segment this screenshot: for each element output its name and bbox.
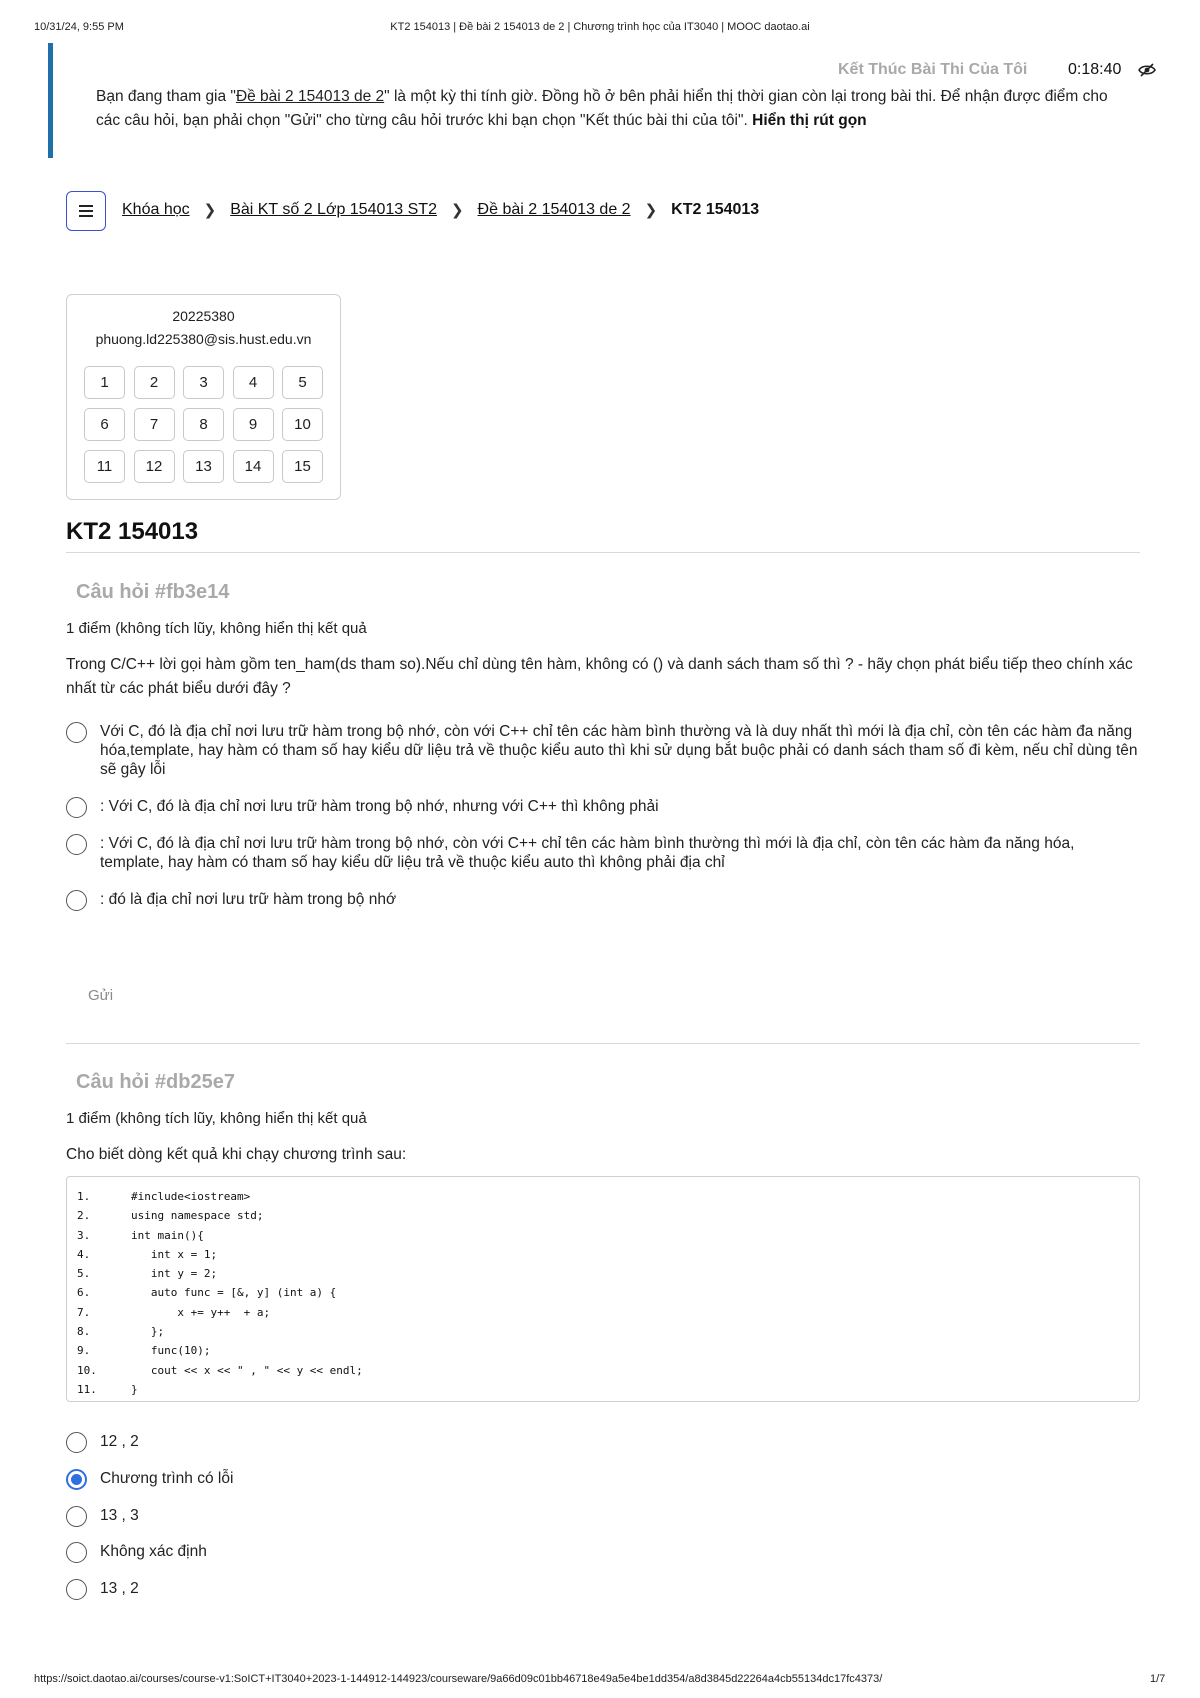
breadcrumb-section[interactable]: Bài KT số 2 Lớp 154013 ST2 — [230, 201, 437, 218]
code-line — [77, 1187, 1139, 1206]
breadcrumb-subsection[interactable]: Đề bài 2 154013 de 2 — [477, 201, 631, 218]
submit-button[interactable]: Gửi — [88, 987, 114, 1004]
print-datetime: 10/31/24, 9:55 PM — [34, 21, 124, 33]
code-text: auto func = [&, y] (int a) { — [131, 1286, 337, 1300]
eye-slash-icon[interactable] — [1138, 63, 1156, 77]
line-number: 3. — [77, 1228, 91, 1242]
question-nav-panel — [66, 294, 341, 500]
code-line — [77, 1283, 1139, 1302]
student-email: phuong.ld225380@sis.hust.edu.vn — [95, 331, 312, 347]
question-title: Câu hỏi #db25e7 — [76, 1071, 235, 1093]
print-page-title: KT2 154013 | Đề bài 2 154013 de 2 | Chương trình học của IT3040 | MOOC daotao.ai — [390, 21, 810, 33]
radio-button[interactable] — [66, 1506, 87, 1527]
line-number: 8. — [77, 1325, 91, 1339]
question-nav-button[interactable]: 8 — [183, 408, 224, 441]
line-number: 9. — [77, 1344, 91, 1358]
code-text: int main(){ — [131, 1228, 204, 1242]
code-line — [77, 1322, 1139, 1341]
code-text: cout << x << " , " << y << endl; — [131, 1363, 363, 1377]
code-line — [77, 1245, 1139, 1264]
code-text: func(10); — [131, 1344, 211, 1358]
radio-button[interactable] — [66, 722, 87, 743]
question-nav-button[interactable]: 12 — [134, 450, 175, 483]
question-text: Cho biết dòng kết quả khi chạy chương trình sau: — [66, 1146, 407, 1163]
answer-option-label: Với C, đó là địa chỉ nơi lưu trữ hàm trong bộ nhớ, còn với C++ chỉ tên các hàm bình thường và là duy nhất thì mới là địa chỉ, còn tên các hàm đa năng hóa,template, hay hàm có tham số hay kiểu dữ liệu trả về thuộc kiểu auto thì khi sử dụng bắt buộc phải có danh sách tham số đi kèm, nếu chỉ dùng tên sẽ gây lỗi — [100, 723, 1138, 778]
end-exam-button[interactable]: Kết Thúc Bài Thi Của Tôi — [838, 61, 1028, 78]
chevron-right-icon: ❯ — [450, 202, 464, 219]
line-number: 10. — [77, 1363, 97, 1377]
answer-option-label: Không xác định — [100, 1543, 207, 1560]
print-page-number: 1/7 — [1150, 1673, 1166, 1685]
breadcrumb-course[interactable]: Khóa học — [122, 201, 190, 218]
question-title: Câu hỏi #fb3e14 — [76, 581, 230, 603]
breadcrumb-current: KT2 154013 — [671, 201, 760, 218]
code-block — [66, 1176, 1140, 1402]
course-menu-button[interactable] — [66, 191, 106, 231]
exam-instructions — [96, 85, 1136, 133]
question-nav-button[interactable]: 14 — [233, 450, 274, 483]
code-text: }; — [131, 1325, 165, 1339]
code-text: } — [131, 1382, 138, 1396]
student-id: 20225380 — [172, 308, 235, 324]
question-text: Trong C/C++ lời gọi hàm gồm ten_ham(ds tham so).Nếu chỉ dùng tên hàm, không có () và danh sách tham số thì ? - hãy chọn phát biểu tiếp theo chính xác nhất từ các phát biểu dưới đây ? — [66, 656, 1133, 697]
print-url: https://soict.daotao.ai/courses/course-v1:SoICT+IT3040+2023-1-144912-144923/courseware/9a66d09c01bb46718e49a5e4be1dd354/a8d3845d22264a4cb55134dc17fc4373/ — [34, 1673, 883, 1685]
line-number: 4. — [77, 1247, 91, 1261]
question-nav-button[interactable]: 2 — [134, 366, 175, 399]
answer-option-label: : Với C, đó là địa chỉ nơi lưu trữ hàm trong bộ nhớ, nhưng với C++ thì không phải — [100, 798, 659, 815]
answer-option-label: Chương trình có lỗi — [100, 1470, 234, 1487]
code-line — [77, 1361, 1139, 1380]
radio-button[interactable] — [66, 1432, 87, 1453]
breadcrumb — [122, 201, 759, 219]
answer-option-label: 12 , 2 — [100, 1433, 139, 1450]
code-line — [77, 1206, 1139, 1225]
answer-option-label: : Với C, đó là địa chỉ nơi lưu trữ hàm trong bộ nhớ, còn với C++ chỉ tên các hàm bình thường thì mới là địa chỉ, còn tên các hàm đa năng hóa, template, hay hàm có tham số hay kiểu dữ liệu trả về thuộc kiểu auto thì không phải địa chỉ — [100, 835, 1075, 871]
chevron-right-icon: ❯ — [644, 202, 658, 219]
code-text: int y = 2; — [131, 1267, 218, 1281]
hamburger-icon — [79, 205, 93, 217]
question-nav-button[interactable]: 6 — [84, 408, 125, 441]
exam-link[interactable]: Đề bài 2 154013 de 2 — [235, 88, 385, 105]
code-line — [77, 1341, 1139, 1360]
code-line — [77, 1226, 1139, 1245]
question-nav-grid — [84, 366, 329, 483]
question-nav-button[interactable]: 7 — [134, 408, 175, 441]
question-nav-button[interactable]: 13 — [183, 450, 224, 483]
code-text: #include<iostream> — [131, 1190, 251, 1203]
divider — [66, 552, 1140, 553]
question-nav-button[interactable]: 11 — [84, 450, 125, 483]
instructions-text-before: Bạn đang tham gia " — [96, 88, 236, 105]
instructions-text-after: " là một kỳ thi tính giờ. Đồng hồ ở bên phải hiển thị thời gian còn lại trong bài thi. Để nhận được điểm cho các câu hỏi, bạn phải chọn "Gửi" cho từng câu hỏi trước khi bạn chọn "Kết thúc bài thi của tôi". — [96, 88, 1108, 129]
question-nav-button[interactable]: 9 — [233, 408, 274, 441]
question-nav-button[interactable]: 3 — [183, 366, 224, 399]
question-nav-button[interactable]: 5 — [282, 366, 323, 399]
divider — [66, 1043, 1140, 1044]
exam-timer: 0:18:40 — [1068, 61, 1122, 78]
line-number: 1. — [77, 1190, 91, 1203]
radio-button[interactable] — [66, 797, 87, 818]
code-line — [77, 1264, 1139, 1283]
banner-accent-bar — [48, 43, 53, 158]
question-nav-button[interactable]: 4 — [233, 366, 274, 399]
code-text: int x = 1; — [131, 1247, 218, 1261]
radio-button[interactable] — [66, 1469, 87, 1490]
question-nav-button[interactable]: 1 — [84, 366, 125, 399]
answer-option-label: : đó là địa chỉ nơi lưu trữ hàm trong bộ nhớ — [100, 891, 397, 908]
line-number: 11. — [77, 1382, 97, 1396]
line-number: 6. — [77, 1286, 91, 1300]
question-points: 1 điểm (không tích lũy, không hiển thị kết quả — [66, 1110, 367, 1127]
answer-option-label: 13 , 2 — [100, 1580, 139, 1597]
code-line — [77, 1303, 1139, 1322]
question-nav-button[interactable]: 15 — [282, 450, 323, 483]
code-text: x += y++ + a; — [131, 1305, 271, 1319]
radio-button[interactable] — [66, 890, 87, 911]
code-text: using namespace std; — [131, 1209, 264, 1223]
line-number: 7. — [77, 1305, 91, 1319]
chevron-right-icon: ❯ — [203, 202, 217, 219]
question-points: 1 điểm (không tích lũy, không hiển thị kết quả — [66, 620, 367, 637]
page-title: KT2 154013 — [66, 518, 199, 545]
question-nav-button[interactable]: 10 — [282, 408, 323, 441]
radio-button[interactable] — [66, 1579, 87, 1600]
code-line — [77, 1380, 1139, 1399]
radio-button[interactable] — [66, 1542, 87, 1563]
line-number: 5. — [77, 1267, 91, 1281]
line-number: 2. — [77, 1209, 91, 1223]
collapse-toggle[interactable]: Hiển thị rút gọn — [752, 112, 867, 129]
radio-button[interactable] — [66, 834, 87, 855]
exam-banner — [48, 43, 1138, 158]
answer-option-label: 13 , 3 — [100, 1507, 139, 1524]
